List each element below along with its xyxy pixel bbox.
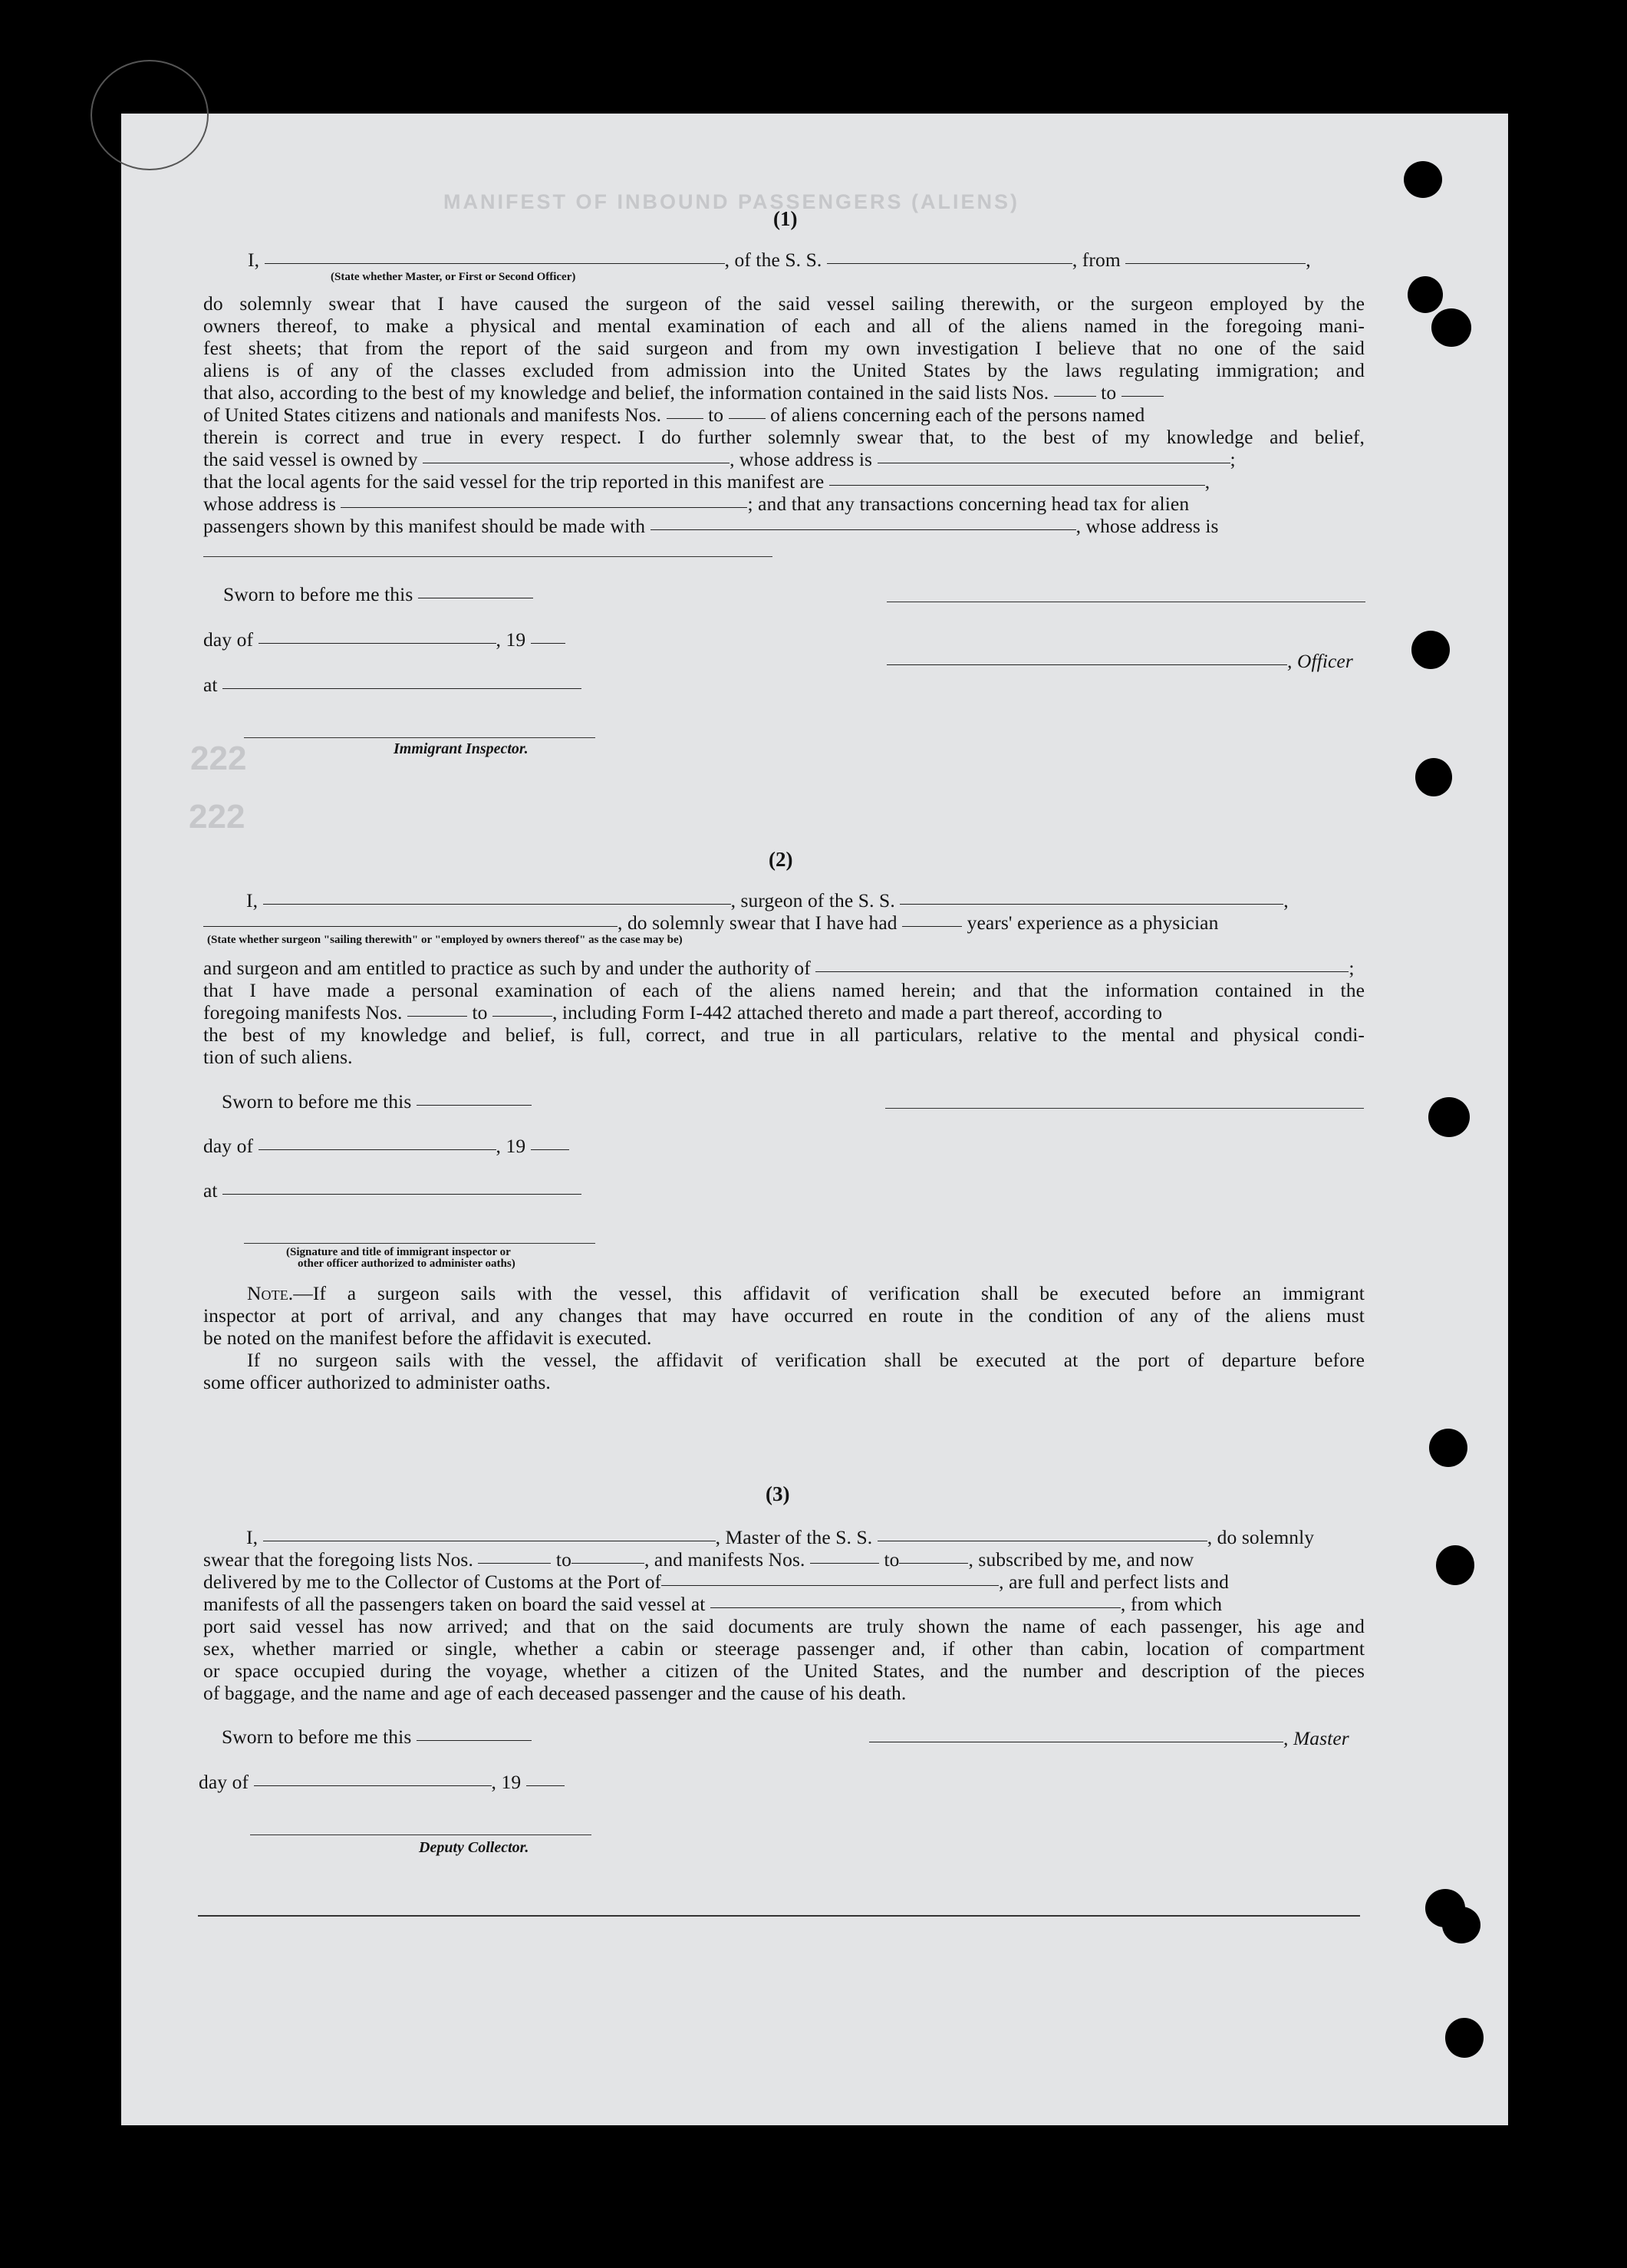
manifests-from-field[interactable] xyxy=(810,1563,879,1564)
faded-header-text: MANIFEST OF INBOUND PASSENGERS (ALIENS) xyxy=(443,190,1020,213)
section-1-number: (1) xyxy=(773,207,798,230)
punch-hole xyxy=(1428,1097,1470,1137)
text: to xyxy=(708,404,724,426)
text: , including Form I-442 attached thereto and made a part thereof, according to xyxy=(552,1001,1163,1024)
text: , Master xyxy=(1283,1727,1349,1749)
surgeon-note: (State whether surgeon "sailing therewith" or "employed by owners thereof" as the case may be) xyxy=(207,934,683,946)
sworn-date-field[interactable] xyxy=(417,1740,532,1741)
manifest-page xyxy=(121,114,1508,2125)
paragraph-line: the best of my knowledge and belief, is full, correct, and true in all particulars, relative to the mental and physical condi- xyxy=(203,1024,1365,1046)
text: I, xyxy=(248,249,260,271)
boarding-port-field[interactable] xyxy=(710,1607,1121,1608)
text: whose address is xyxy=(203,493,336,515)
vessel-field[interactable] xyxy=(827,263,1072,264)
note-line: some officer authorized to administer oaths. xyxy=(203,1371,551,1393)
text: to xyxy=(472,1001,488,1024)
port-field[interactable] xyxy=(661,1585,999,1586)
inspector-signature-field[interactable] xyxy=(244,737,595,738)
text: I, xyxy=(246,1526,259,1548)
head-tax-field[interactable] xyxy=(650,529,1076,530)
lists-to-field[interactable] xyxy=(1121,396,1164,397)
manifests-from-field[interactable] xyxy=(667,418,703,419)
manifests-to-field[interactable] xyxy=(492,1016,552,1017)
section-2-line-2 xyxy=(203,911,1218,935)
bottom-rule xyxy=(198,1915,1360,1917)
day-field[interactable] xyxy=(259,1149,496,1150)
paragraph-line: fest sheets; that from the report of the said surgeon and from my own investigation I believe that no one of the said xyxy=(203,337,1365,359)
punch-hole xyxy=(1404,161,1442,198)
punch-hole xyxy=(1411,631,1450,669)
paragraph-line: that I have made a personal examination of each of the aliens named herein; and that the information contained in the xyxy=(203,979,1365,1001)
paragraph-line xyxy=(203,1593,1222,1616)
note-line: be noted on the manifest before the affidavit is executed. xyxy=(203,1327,652,1349)
agents-field[interactable] xyxy=(829,485,1205,486)
circular-stamp xyxy=(91,60,209,170)
text: Sworn to before me this xyxy=(223,583,413,605)
text: , 19 xyxy=(491,1771,522,1793)
paragraph-line: aliens is of any of the classes excluded from admission into the United States by the laws regulating immigration; and xyxy=(203,359,1365,381)
text: , xyxy=(1204,470,1210,493)
text: , xyxy=(1283,889,1289,911)
paragraph-line: port said vessel has now arrived; and that on the said documents are truly shown the name of each passenger, his age and xyxy=(203,1615,1365,1637)
manifests-from-field[interactable] xyxy=(407,1016,467,1017)
text: , do solemnly swear that I have had xyxy=(618,911,897,934)
faded-stamp: 222 xyxy=(189,798,245,836)
surgeon-status-field[interactable] xyxy=(203,926,618,927)
paragraph-line xyxy=(203,448,1236,471)
text: passengers shown by this manifest should be made with xyxy=(203,515,646,537)
sworn-date-field[interactable] xyxy=(417,1105,532,1106)
text: that also, according to the best of my knowledge and belief, the information contained in the said lists Nos. xyxy=(203,381,1049,404)
paragraph-line xyxy=(203,493,1189,516)
text: day of xyxy=(199,1771,249,1793)
text: manifests of all the passengers taken on board the said vessel at xyxy=(203,1593,706,1615)
text: years' experience as a physician xyxy=(967,911,1219,934)
text: Sworn to before me this xyxy=(222,1726,412,1748)
text: to xyxy=(1101,381,1117,404)
text: day of xyxy=(203,1135,254,1157)
text: swear that the foregoing lists Nos. xyxy=(203,1548,473,1571)
lists-to-field[interactable] xyxy=(571,1563,644,1564)
from-field[interactable] xyxy=(1125,263,1306,264)
manifests-to-field[interactable] xyxy=(899,1563,968,1564)
text: at xyxy=(203,674,218,696)
rank-field[interactable] xyxy=(265,263,725,264)
sworn-label xyxy=(223,583,533,606)
year-field[interactable] xyxy=(526,1785,565,1786)
signature-note: (Signature and title of immigrant inspector or xyxy=(286,1246,511,1258)
text: and surgeon and am entitled to practice as such by and under the authority of xyxy=(203,957,811,979)
day-of-label xyxy=(203,628,565,651)
text: , whose address is xyxy=(730,448,873,470)
inspector-signature-field[interactable] xyxy=(244,1243,595,1244)
text: I, xyxy=(246,889,259,911)
surgeon-name-field[interactable] xyxy=(263,904,731,905)
vessel-field[interactable] xyxy=(900,904,1283,905)
text: the said vessel is owned by xyxy=(203,448,418,470)
text: , from xyxy=(1072,249,1121,271)
text: ; xyxy=(1349,957,1355,979)
text: , surgeon of the S. S. xyxy=(730,889,895,911)
text: to xyxy=(884,1548,900,1571)
inspector-label: Immigrant Inspector. xyxy=(394,740,529,757)
text: , are full and perfect lists and xyxy=(999,1571,1230,1593)
text: of aliens concerning each of the persons named xyxy=(770,404,1145,426)
punch-hole xyxy=(1442,1907,1480,1943)
punch-hole xyxy=(1431,308,1471,347)
note-line xyxy=(203,1349,1365,1372)
note-label: Note. xyxy=(247,1282,294,1304)
text: delivered by me to the Collector of Customs at the Port of xyxy=(203,1571,662,1593)
address-field[interactable] xyxy=(203,556,772,557)
lists-from-field[interactable] xyxy=(478,1563,551,1564)
sworn-label xyxy=(222,1726,532,1749)
text: at xyxy=(203,1179,218,1202)
text: ; xyxy=(1230,448,1236,470)
day-of-label xyxy=(199,1771,565,1794)
text: Sworn to before me this xyxy=(222,1090,412,1113)
text: , and manifests Nos. xyxy=(644,1548,805,1571)
day-field[interactable] xyxy=(259,643,496,644)
paragraph-line xyxy=(203,404,1144,427)
paragraph-line xyxy=(203,381,1164,404)
rank-note: (State whether Master, or First or Second Officer) xyxy=(331,271,576,283)
collector-label: Deputy Collector. xyxy=(419,1839,529,1856)
at-field[interactable] xyxy=(222,1194,581,1195)
text: , do solemnly xyxy=(1207,1526,1315,1548)
paragraph-line: do solemnly swear that I have caused the surgeon of the said vessel sailing therewith, or the surgeon employed by the xyxy=(203,292,1365,315)
text: —If a surgeon sails with the vessel, this affidavit of verification shall be executed before an immigrant xyxy=(293,1282,1365,1304)
signature-note: other officer authorized to administer oaths) xyxy=(298,1258,515,1270)
paragraph-line: therein is correct and true in every respect. I do further solemnly swear that, to the best of my knowledge and belief, xyxy=(203,426,1365,448)
paragraph-line xyxy=(203,957,1355,980)
note-line xyxy=(203,1282,1365,1305)
text: , 19 xyxy=(496,628,526,651)
day-field[interactable] xyxy=(254,1785,492,1786)
section-3-line-1 xyxy=(246,1526,1314,1549)
text: If no surgeon sails with the vessel, the affidavit of verification shall be executed at the port of departure before xyxy=(247,1349,1365,1371)
text: to xyxy=(555,1548,571,1571)
at-label xyxy=(203,1179,581,1202)
text: foregoing manifests Nos. xyxy=(203,1001,403,1024)
at-field[interactable] xyxy=(222,688,581,689)
sworn-label xyxy=(222,1090,532,1113)
paragraph-line xyxy=(203,1571,1229,1594)
faded-stamp: 222 xyxy=(190,740,247,777)
text: , from which xyxy=(1120,1593,1223,1615)
punch-hole xyxy=(1436,1545,1474,1585)
section-2-number: (2) xyxy=(769,848,793,871)
years-field[interactable] xyxy=(902,926,962,927)
text: day of xyxy=(203,628,254,651)
year-field[interactable] xyxy=(531,643,565,644)
signature-field[interactable] xyxy=(885,1108,1364,1109)
text: , 19 xyxy=(496,1135,526,1157)
note-line: inspector at port of arrival, and any changes that may have occurred en route in the condition of any of the aliens must xyxy=(203,1304,1365,1327)
text: ; and that any transactions concerning head tax for alien xyxy=(747,493,1190,515)
text: , Master of the S. S. xyxy=(715,1526,873,1548)
day-of-label xyxy=(203,1135,569,1158)
paragraph-line xyxy=(203,470,1210,493)
lists-from-field[interactable] xyxy=(1054,396,1096,397)
paragraph-line: owners thereof, to make a physical and mental examination of each and all of the aliens named in the foregoing mani- xyxy=(203,315,1365,337)
paragraph-line: tion of such aliens. xyxy=(203,1046,353,1068)
officer-label xyxy=(887,650,1353,673)
text: that the local agents for the said vessel for the trip reported in this manifest are xyxy=(203,470,825,493)
text: , subscribed by me, and now xyxy=(968,1548,1194,1571)
text: , Officer xyxy=(1287,650,1353,672)
punch-hole xyxy=(1429,1429,1467,1467)
punch-hole xyxy=(1445,2018,1484,2058)
at-label xyxy=(203,674,581,697)
text: , whose address is xyxy=(1075,515,1219,537)
year-field[interactable] xyxy=(531,1149,569,1150)
paragraph-line xyxy=(203,515,1219,538)
section-1-line-1 xyxy=(248,249,1311,272)
authority-field[interactable] xyxy=(815,971,1349,972)
paragraph-line: or space occupied during the voyage, whether a citizen of the United States, and the number and description of the pieces xyxy=(203,1660,1365,1682)
paragraph-line xyxy=(203,1548,1194,1571)
section-2-line-1 xyxy=(246,889,1289,912)
paragraph-line: sex, whether married or single, whether a cabin or steerage passenger and, if other than cabin, location of compartment xyxy=(203,1637,1365,1660)
paragraph-line xyxy=(203,1001,1162,1024)
agents-address-field[interactable] xyxy=(341,507,747,508)
punch-hole xyxy=(1415,758,1452,796)
section-3-number: (3) xyxy=(766,1482,790,1505)
paragraph-line: of baggage, and the name and age of each deceased passenger and the cause of his death. xyxy=(203,1682,907,1704)
text: , xyxy=(1306,249,1311,271)
officer-field[interactable] xyxy=(887,664,1287,665)
punch-hole xyxy=(1408,276,1443,313)
master-label xyxy=(869,1727,1349,1750)
text: , of the S. S. xyxy=(724,249,822,271)
manifests-to-field[interactable] xyxy=(729,418,766,419)
text: of United States citizens and nationals and manifests Nos. xyxy=(203,404,662,426)
